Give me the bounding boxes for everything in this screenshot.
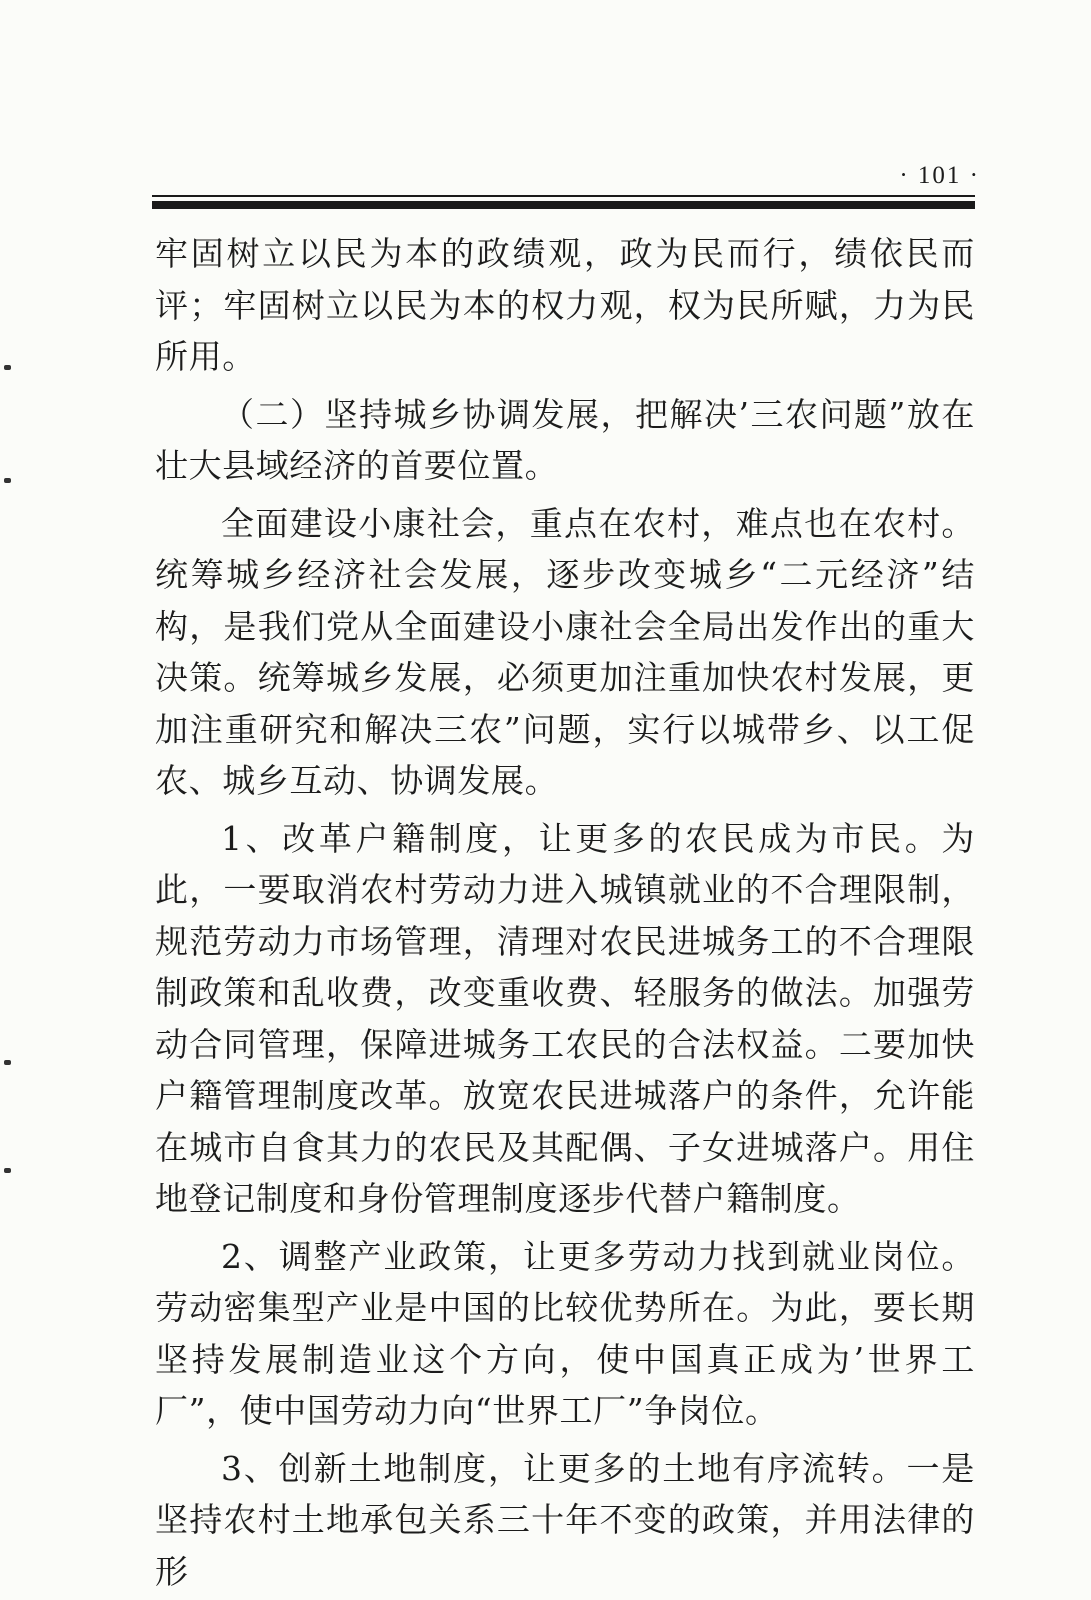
- margin-mark: [4, 478, 11, 483]
- paragraph-item-3: 3、创新土地制度，让更多的土地有序流转。一是坚持农村土地承包关系三十年不变的政策，并用法律的形: [155, 1448, 975, 1591]
- margin-mark: [4, 365, 11, 370]
- header-rule-thin: [152, 195, 975, 197]
- paragraph-item-2: 2、调整产业政策，让更多劳动力找到就业岗位。劳动密集型产业是中国的比较优势所在。为此，要长期坚持发展制造业这个方向，使中国真正成为’世界工厂”，使中国劳动力向“世界工厂”争岗位。: [155, 1236, 975, 1430]
- paragraph-continuation: 牢固树立以民为本的政绩观，政为民而行，绩依民而评；牢固树立以民为本的权力观，权为民所赋，力为民所用。: [155, 234, 975, 376]
- body-text: [155, 228, 975, 1597]
- section-heading: （二）坚持城乡协调发展，把解决’三农问题”放在壮大县域经济的首要位置。: [155, 394, 975, 485]
- paragraph: 全面建设小康社会，重点在农村，难点也在农村。统筹城乡经济社会发展，逐步改变城乡“二元经济”结构，是我们党从全面建设小康社会全局出发作出的重大决策。统筹城乡发展，必须更加注重加快农村发展，更加注重研究和解决三农”问题，实行以城带乡、以工促农、城乡互动、协调发展。: [155, 503, 975, 800]
- margin-mark: [4, 1168, 11, 1173]
- paragraph-item-1: 1、改革户籍制度，让更多的农民成为市民。为此，一要取消农村劳动力进入城镇就业的不合理限制，规范劳动力市场管理，清理对农民进城务工的不合理限制政策和乱收费，改变重收费、轻服务的做法。加强劳动合同管理，保障进城务工农民的合法权益。二要加快户籍管理制度改革。放宽农民进城落户的条件，允许能在城市自食其力的农民及其配偶、子女进城落户。用住地登记制度和身份管理制度逐步代替户籍制度。: [155, 818, 975, 1218]
- header-rule-thick: [152, 201, 975, 209]
- page-number: · 101 ·: [899, 162, 980, 189]
- margin-mark: [4, 1060, 11, 1065]
